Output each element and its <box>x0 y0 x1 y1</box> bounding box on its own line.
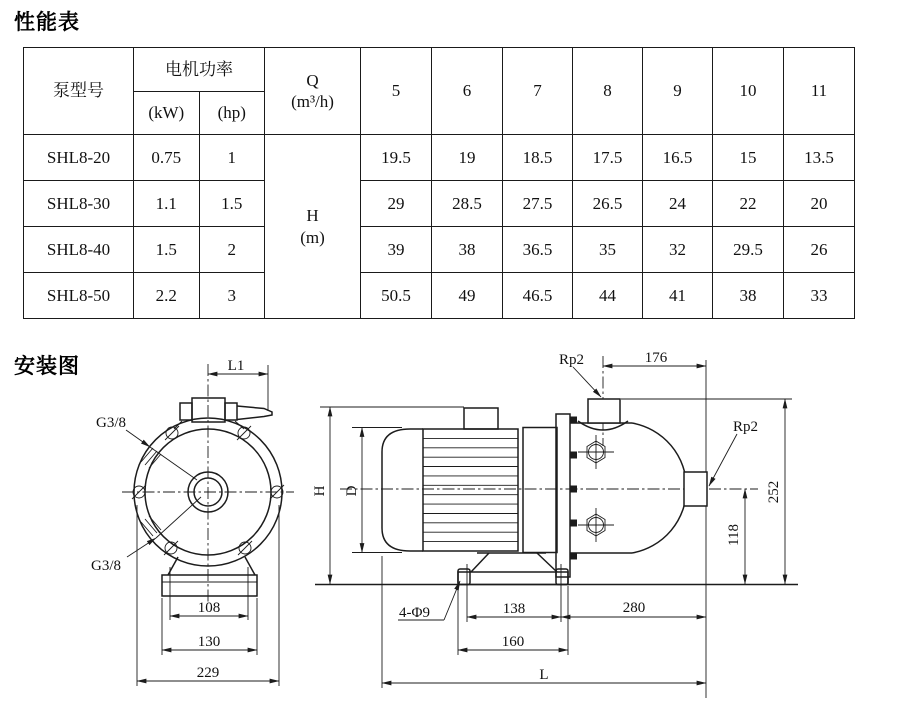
g38-bottom-label: G3/8 <box>91 558 121 574</box>
flow-col-header: 7 <box>503 48 573 135</box>
hp-cell: 2 <box>199 227 265 273</box>
head-value-cell: 20 <box>784 181 855 227</box>
dim-h <box>312 407 464 584</box>
head-header <box>265 135 361 319</box>
head-value-cell: 46.5 <box>503 273 573 319</box>
flow-col-header: 11 <box>784 48 855 135</box>
rp2-callout-right <box>709 419 758 486</box>
dim-176 <box>603 350 706 366</box>
dim-252-label: 252 <box>766 480 782 504</box>
dim-108 <box>170 600 248 616</box>
dim-138 <box>467 601 561 617</box>
head-value-cell: 49 <box>432 273 503 319</box>
top-port-assembly <box>174 398 272 429</box>
drain-plug-hatch-top <box>141 448 161 468</box>
inlet-port <box>588 399 620 423</box>
pump-body <box>570 399 707 553</box>
head-value-cell: 27.5 <box>503 181 573 227</box>
kw-header: (kW) <box>134 92 200 135</box>
head-value-cell: 15 <box>713 135 784 181</box>
g38-callout-top <box>96 415 197 480</box>
dim-d <box>344 428 402 553</box>
head-value-cell: 26 <box>784 227 855 273</box>
motor-power-header: 电机功率 <box>134 48 265 92</box>
motor-fins <box>423 438 518 541</box>
dim-l-label: L <box>539 667 549 683</box>
head-value-cell: 18.5 <box>503 135 573 181</box>
head-value-cell: 39 <box>361 227 432 273</box>
tie-rod-nut-bottom <box>578 508 614 542</box>
g38-top-label: G3/8 <box>96 415 126 431</box>
head-value-cell: 38 <box>432 227 503 273</box>
h-unit: (m) <box>300 227 325 247</box>
flow-col-header: 5 <box>361 48 432 135</box>
head-value-cell: 32 <box>643 227 713 273</box>
dim-l1 <box>208 358 268 411</box>
terminal-box <box>464 408 498 429</box>
head-value-cell: 19 <box>432 135 503 181</box>
kw-cell: 0.75 <box>134 135 200 181</box>
kw-cell: 1.5 <box>134 227 200 273</box>
dim-h-label: H <box>312 485 328 497</box>
flow-col-header: 6 <box>432 48 503 135</box>
q-label: Q <box>306 70 319 90</box>
head-value-cell: 44 <box>573 273 643 319</box>
installation-title: 安装图 <box>14 354 80 378</box>
dim-160 <box>458 586 568 655</box>
dim-118 <box>726 489 745 584</box>
tie-rod-nut-top <box>578 435 614 469</box>
flow-col-header: 8 <box>573 48 643 135</box>
head-value-cell: 22 <box>713 181 784 227</box>
dim-160-label: 160 <box>501 634 525 650</box>
dim-l1-label: L1 <box>227 358 245 374</box>
dim-118-label: 118 <box>726 524 742 546</box>
rp2-top-label: Rp2 <box>559 352 585 368</box>
head-value-cell: 29.5 <box>713 227 784 273</box>
bolt-holes-label: 4-Φ9 <box>399 605 430 621</box>
dim-229-label: 229 <box>196 665 220 681</box>
head-value-cell: 50.5 <box>361 273 432 319</box>
pump-front-view <box>91 358 294 686</box>
head-value-cell: 33 <box>784 273 855 319</box>
rp2-right-label: Rp2 <box>733 419 759 435</box>
dim-130-label: 130 <box>197 634 221 650</box>
dim-d-label: D <box>344 485 360 497</box>
hp-cell: 1 <box>199 135 265 181</box>
head-value-cell: 35 <box>573 227 643 273</box>
dim-280-label: 280 <box>622 600 646 616</box>
head-value-cell: 19.5 <box>361 135 432 181</box>
pump-model-header: 泵型号 <box>24 48 134 135</box>
head-value-cell: 29 <box>361 181 432 227</box>
bracket <box>523 428 557 553</box>
drain-plug-hatch-bottom <box>141 516 161 536</box>
rp2-callout-top <box>559 352 601 397</box>
h-label: H <box>306 206 319 226</box>
head-value-cell: 24 <box>643 181 713 227</box>
performance-title: 性能表 <box>14 10 80 34</box>
outlet-port <box>684 472 707 506</box>
pump-model-cell: SHL8-30 <box>24 181 134 227</box>
head-value-cell: 16.5 <box>643 135 713 181</box>
kw-cell: 1.1 <box>134 181 200 227</box>
head-value-cell: 13.5 <box>784 135 855 181</box>
flow-col-header: 9 <box>643 48 713 135</box>
dim-l <box>382 556 706 688</box>
dim-280 <box>561 600 706 617</box>
installation-drawing <box>0 340 900 721</box>
hp-cell: 3 <box>199 273 265 319</box>
dim-108-label: 108 <box>197 600 221 616</box>
kw-cell: 2.2 <box>134 273 200 319</box>
hp-header: (hp) <box>199 92 265 135</box>
pump-side-view <box>312 350 798 698</box>
bolt-holes-callout <box>398 581 460 621</box>
head-value-cell: 17.5 <box>573 135 643 181</box>
performance-table <box>23 47 855 319</box>
pump-model-cell: SHL8-20 <box>24 135 134 181</box>
pump-model-cell: SHL8-50 <box>24 273 134 319</box>
flow-col-header: 10 <box>713 48 784 135</box>
head-value-cell: 26.5 <box>573 181 643 227</box>
head-value-cell: 36.5 <box>503 227 573 273</box>
dim-138-label: 138 <box>502 601 526 617</box>
motor <box>382 408 557 553</box>
q-unit: (m³/h) <box>291 92 334 111</box>
hp-cell: 1.5 <box>199 181 265 227</box>
pump-model-cell: SHL8-40 <box>24 227 134 273</box>
dim-176-label: 176 <box>644 350 668 366</box>
flow-header <box>265 48 361 135</box>
head-value-cell: 41 <box>643 273 713 319</box>
head-value-cell: 38 <box>713 273 784 319</box>
head-value-cell: 28.5 <box>432 181 503 227</box>
